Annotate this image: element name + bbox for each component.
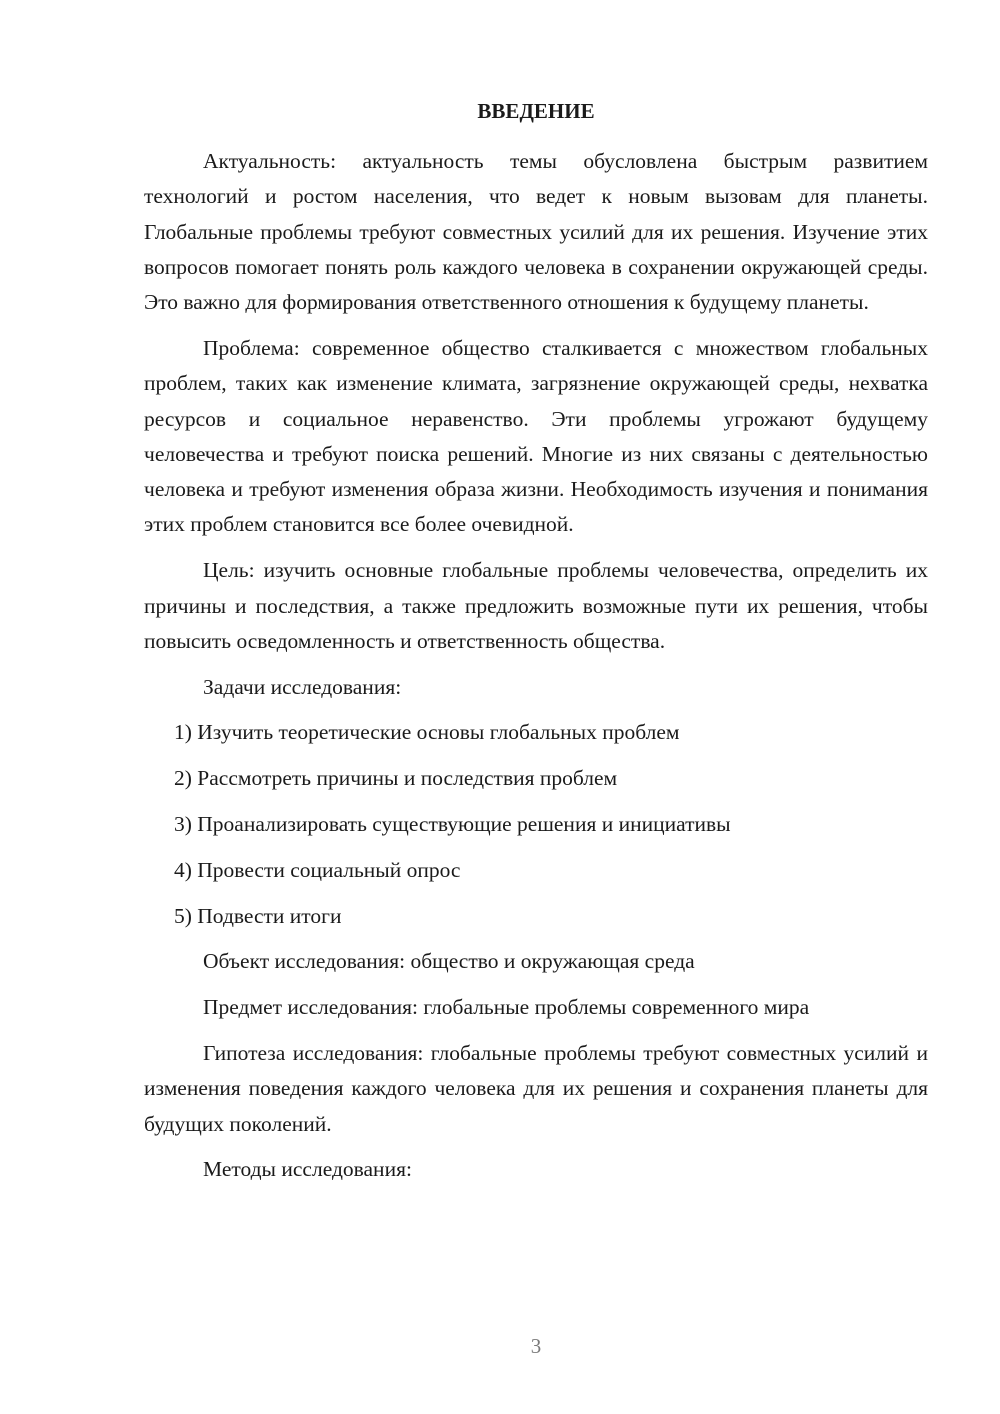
task-item: 4) Провести социальный опрос — [174, 857, 461, 882]
task-item: 2) Рассмотреть причины и последствия проблем — [174, 766, 618, 791]
task-item: 1) Изучить теоретические основы глобальных проблем — [174, 720, 680, 745]
section-title: ВВЕДЕНИЕ — [477, 99, 595, 123]
tasks-heading: Задачи исследования: — [203, 674, 402, 699]
page-number: 3 — [530, 1334, 542, 1358]
research-object: Объект исследования: общество и окружающая среда — [203, 949, 695, 974]
task-item: 3) Проанализировать существующие решения и инициативы — [174, 812, 731, 837]
page-body — [144, 144, 928, 1198]
research-subject: Предмет исследования: глобальные проблемы современного мира — [203, 995, 810, 1020]
goal-paragraph: Цель: изучить основные глобальные проблемы человечества, определить их причины и последствия, а также предложить возможные пути их решения, чтобы повысить осведомленность и ответственность общества. — [144, 558, 928, 653]
task-item: 5) Подвести итоги — [174, 903, 342, 928]
hypothesis-paragraph: Гипотеза исследования: глобальные проблемы требуют совместных усилий и изменения поведения каждого человека для их решения и сохранения планеты для будущих поколений. — [144, 1041, 928, 1136]
relevance-paragraph: Актуальность: актуальность темы обусловлена быстрым развитием технологий и ростом населения, что ведет к новым вызовам для планеты. Глобальные проблемы требуют совместных усилий для их решения. Изучение этих вопросов помогает понять роль каждого человека в сохранении окружающей среды. Это важно для формирования ответственного отношения к будущему планеты. — [144, 149, 928, 315]
problem-paragraph: Проблема: современное общество сталкивается с множеством глобальных проблем, таких как изменение климата, загрязнение окружающей среды, нехватка ресурсов и социальное неравенство. Эти проблемы угрожают будущему человечества и требуют поиска решений. Многие из них связаны с деятельностью человека и требуют изменения образа жизни. Необходимость изучения и понимания этих проблем становится все более очевидной. — [144, 335, 928, 537]
methods-heading: Методы исследования: — [203, 1157, 412, 1182]
